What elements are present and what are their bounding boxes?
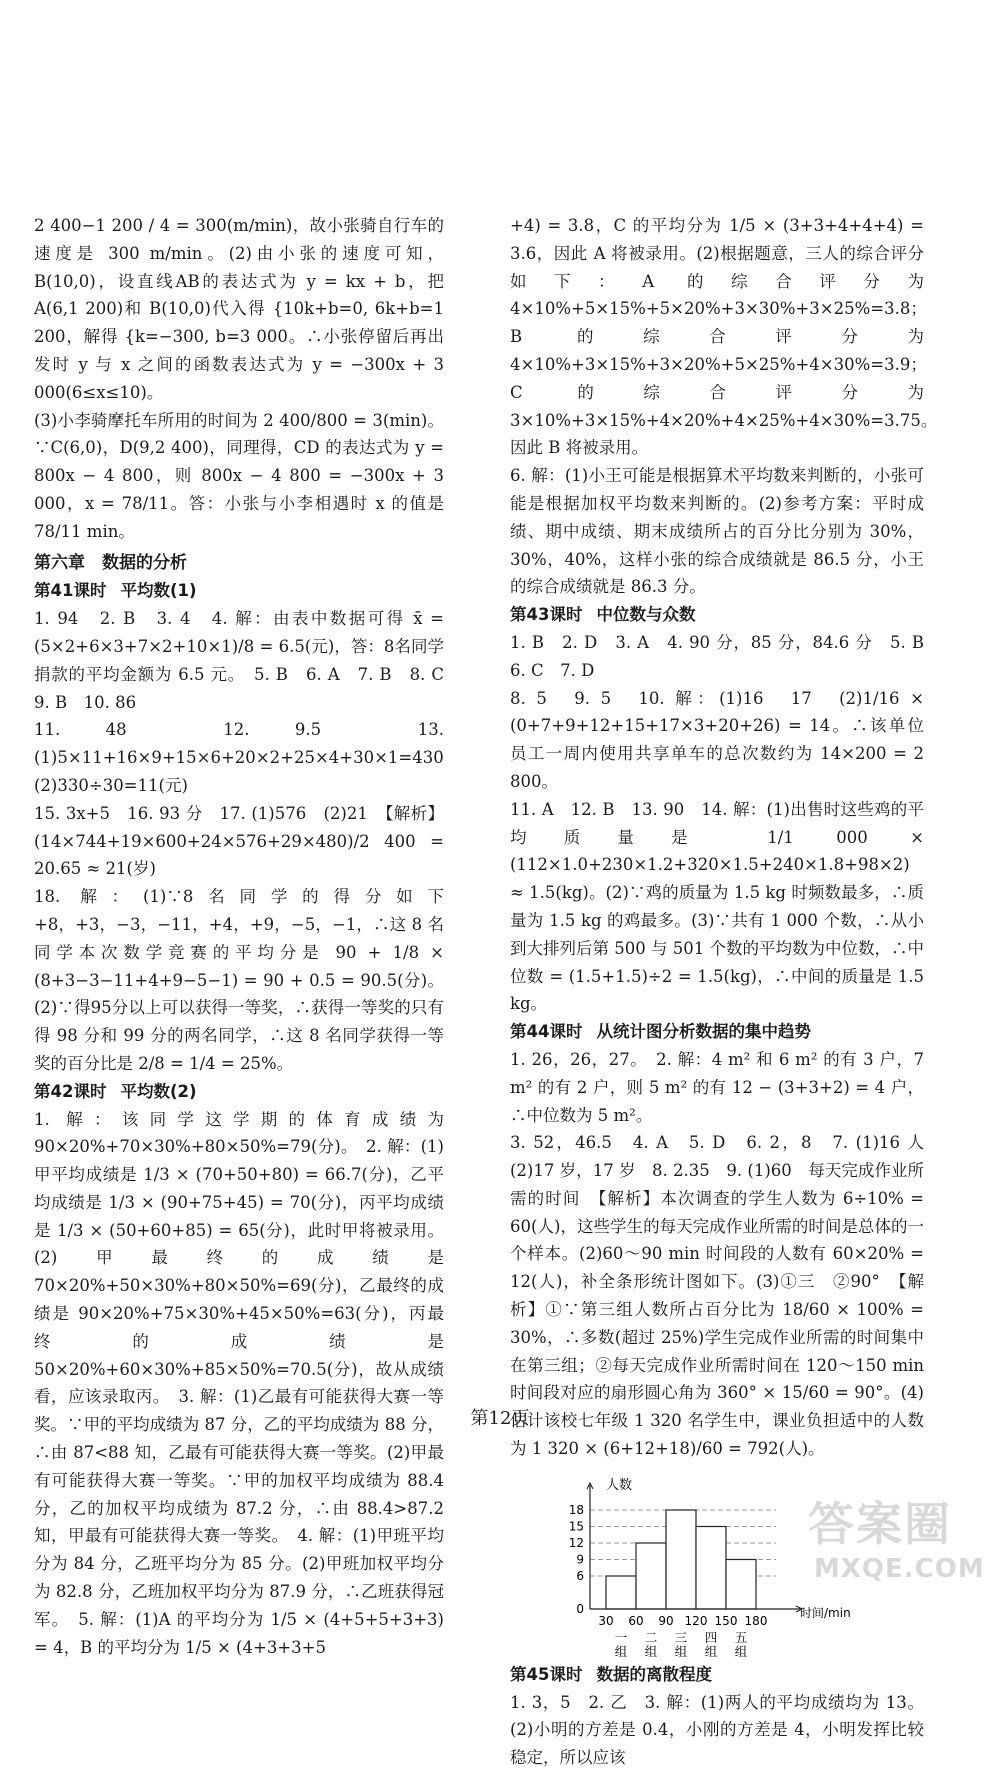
x-tick-label: 150 [714, 1613, 738, 1628]
x-tick-label: 60 [628, 1613, 644, 1628]
answer-paragraph: 11. 48 12. 9.5 13. (1)5×11+16×9+15×6+20×2+25×4+30×1=430 (2)330÷30=11(元) [34, 720, 461, 795]
lesson-number: 第41课时 [34, 581, 107, 601]
answer-paragraph: 18. 解：(1)∵8名同学的得分如下 +8，+3，−3，−11，+4，+9，−5，−1，∴这 8 名同学本次数学竞赛的平均分是 90 + 1/8 × (8+3−3−11+4+9−5−1) = 90 + 0.5 = 90.5(分)。(2)∵得95分以上可以获得一等奖，∴获得一等奖的只有得 98 分和 99 分的两名同学，∴这 8 名同学获得一等奖的百分比是 2/8 = 1/4 = 25%。 [34, 887, 444, 1073]
lesson-number: 第44课时 [510, 1022, 583, 1042]
bar [606, 1576, 636, 1609]
watermark-logo [808, 1488, 988, 1600]
group-label-bottom: 组 [704, 1643, 718, 1657]
y-tick-label: 18 [568, 1502, 584, 1517]
group-label-top: 三 [674, 1629, 688, 1645]
lesson-number: 第43课时 [510, 605, 583, 625]
group-label-bottom: 组 [734, 1643, 748, 1657]
left-column [34, 212, 461, 1661]
x-tick-label: 180 [744, 1613, 768, 1628]
x-tick-label: 30 [598, 1613, 614, 1628]
answer-paragraph: 2 400−1 200 / 4 = 300(m/min)，故小张骑自行车的速度是 300 m/min。(2)由小张的速度可知，B(10,0)，设直线AB的表达式为 y = kx + b，把 A(6,1 200)和 B(10,0)代入得 {10k+b=0, 6k+b=1 200，解得 {k=−300, b=3 000。∴小张停留后再出发时 y 与 x 之间的函数表达式为 y = −300x + 3 000(6≤x≤10)。 [34, 216, 444, 402]
lesson-heading-43 [510, 601, 924, 629]
group-label-bottom: 组 [614, 1643, 628, 1657]
lesson-heading-42 [34, 1078, 444, 1106]
answer-paragraph: 8. 5 9. 5 10. 解：(1)16 17 (2)1/16 × (0+7+9+12+15+17×3+20+26) = 14。∴该单位员工一周内使用共享单车的总次数约为 14×200 = 2 800。 [510, 688, 924, 791]
y-axis-label: 人数 [606, 1477, 633, 1493]
lesson-number: 第42课时 [34, 1081, 107, 1101]
chapter-heading: 第六章 数据的分析 [34, 552, 187, 573]
lesson-title: 平均数(1) [120, 581, 197, 601]
lesson-title: 中位数与众数 [596, 605, 696, 625]
answer-paragraph: 1. B 2. D 3. A 4. 90 分，85 分，84.6 分 5. B 6. C 7. D [510, 632, 941, 680]
answer-paragraph: +4) = 3.8，C 的平均分为 1/5 × (3+3+4+4+4) = 3.6，因此 A 将被录用。(2)根据题意，三人的综合评分如下：A 的综合评分为 4×10%+5×15%+5×20%+3×30%+3×25%=3.8；B 的综合评分为 4×10%+3×15%+3×20%+5×25%+4×30%=3.9；C 的综合评分为 3×10%+3×15%+4×20%+4×25%+4×30%=3.75。因此 B 将被录用。 [510, 216, 938, 458]
group-label-top: 二 [644, 1629, 658, 1645]
answer-paragraph: 11. A 12. B 13. 90 14. 解：(1)出售时这些鸡的平均质量是 1/1 000 × (112×1.0+230×1.2+320×1.5+240×1.8+98×2) ≈ 1.5(kg)。(2)∵鸡的质量为 1.5 kg 时频数最多，∴质量为 1.5 kg 的鸡最多。(3)∵共有 1 000 个数，∴从小到大排列后第 500 与 501 个数的平均数为中位数，∴中位数 = (1.5+1.5)÷2 = 1.5(kg)，∴中间的质量是 1.5 kg。 [510, 799, 924, 1014]
page-number: 第12页 [470, 1408, 530, 1429]
answer-paragraph: 1. 3，5 2. 乙 3. 解：(1)两人的平均成绩均为 13。(2)小明的方差是 0.4，小刚的方差是 4，小明发挥比较稳定，所以应该 [510, 1692, 924, 1768]
lesson-title: 数据的离散程度 [596, 1664, 712, 1684]
bar [636, 1543, 666, 1609]
lesson-heading-45 [510, 1661, 924, 1689]
y-tick-label: 12 [568, 1535, 584, 1550]
answer-paragraph: 15. 3x+5 16. 93 分 17. (1)576 (2)21 【解析】(14×744+19×600+24×576+29×480)/2 400 = 20.65 ≈ 21(岁) [34, 803, 444, 879]
answer-paragraph: (3)小李骑摩托车所用的时间为 2 400/800 = 3(min)。∵C(6,0)，D(9,2 400)，同理得，CD 的表达式为 y = 800x − 4 800，则 800x − 4 800 = −300x + 3 000，x = 78/11。答：小张与小李相遇时 x 的值是 78/11 min。 [34, 410, 444, 541]
group-label-top: 五 [734, 1629, 748, 1645]
lesson-number: 第45课时 [510, 1664, 583, 1684]
y-tick-label: 9 [576, 1552, 584, 1567]
lesson-heading-41 [34, 577, 444, 605]
watermark-url: MXQE.COM [814, 1554, 985, 1584]
lesson-title: 平均数(2) [120, 1081, 197, 1101]
bar [726, 1559, 756, 1609]
answer-paragraph: 1. 94 2. B 3. 4 4. 解：由表中数据可得 x̄ = (5×2+6×3+7×2+10×1)/8 = 6.5(元)，答：8名同学捐款的平均金额为 6.5 元。 5. B 6. A 7. B 8. C 9. B 10. 86 [34, 609, 461, 712]
x-tick-label: 120 [684, 1613, 708, 1628]
bar [696, 1526, 726, 1609]
group-label-top: 一 [614, 1629, 628, 1645]
bar [666, 1510, 696, 1609]
group-label-top: 四 [704, 1629, 718, 1645]
lesson-title: 从统计图分析数据的集中趋势 [596, 1022, 811, 1042]
answer-paragraph: 1. 26，26，27。 2. 解：4 m² 和 6 m² 的有 3 户，7 m² 的有 2 户，则 5 m² 的有 12 − (3+3+2) = 4 户，∴中位数为 5 m²。 [510, 1049, 924, 1125]
group-label-bottom: 组 [674, 1643, 688, 1657]
y-tick-label: 6 [576, 1568, 584, 1583]
y-tick-label: 0 [576, 1601, 584, 1616]
y-tick-label: 15 [568, 1519, 584, 1534]
x-axis-label: 时间/min [800, 1605, 851, 1620]
lesson-heading-44 [510, 1018, 924, 1046]
watermark-text: 答案圈 [808, 1497, 952, 1551]
answer-paragraph: 6. 解：(1)小王可能是根据算术平均数来判断的，小张可能是根据加权平均数来判断的。(2)参考方案：平时成绩、期中成绩、期末成绩所占的百分比分别为 30%，30%，40%，这样小张的综合成绩就是 86.5 分，小王的综合成绩就是 86.3 分。 [510, 466, 924, 597]
answer-paragraph: 3. 52，46.5 4. A 5. D 6. 2，8 7. (1)16 人 (2)17 岁，17 岁 8. 2.35 9. (1)60 每天完成作业所需的时间 【解析】本次调查的学生人数为 6÷10% = 60(人)，这些学生的每天完成作业所需的时间是总体的一个样本。(2)60～90 min 时间段的人数有 60×20% = 12(人)，补全条形统计图如下。(3)①三 ②90° 【解析】①∵第三组人数所占百分比为 18/60 × 100% = 30%，∴多数(超过 25%)学生完成作业所需的时间集中在第三组；②每天完成作业所需时间在 120～150 min 时间段对应的扇形圆心角为 360° × 15/60 = 90°。(4)估计该校七年级 1 320 名学生中，课业负担适中的人数为 1 320 × (6+12+18)/60 = 792(人)。 [510, 1133, 941, 1459]
group-label-bottom: 组 [644, 1643, 658, 1657]
x-tick-label: 90 [658, 1613, 674, 1628]
answer-paragraph: 1. 解：该同学这学期的体育成绩为 90×20%+70×30%+80×50%=79(分)。 2. 解：(1)甲平均成绩是 1/3 × (70+50+80) = 66.7(分)，乙平均成绩是 1/3 × (90+75+45) = 70(分)，丙平均成绩是 1/3 × (50+60+85) = 65(分)，此时甲将被录用。(2)甲最终的成绩是 70×20%+50×30%+80×50%=69(分)，乙最终的成绩是 90×20%+75×30%+45×50%=63(分)，丙最终的成绩是 50×20%+60×30%+85×50%=70.5(分)，故从成绩看，应该录取丙。 3. 解：(1)乙最有可能获得大赛一等奖。∵甲的平均成绩为 87 分，乙的平均成绩为 88 分，∴由 87<88 知，乙最有可能获得大赛一等奖。(2)甲最有可能获得大赛一等奖。∵甲的加权平均成绩为 88.4 分，乙的加权平均成绩为 87.2 分，∴由 88.4>87.2 知，甲最有可能获得大赛一等奖。 4. 解：(1)甲班平均分为 84 分，乙班平均分为 85 分。(2)甲班加权平均分为 82.8 分，乙班加权平均分为 87.9 分，∴乙班获得冠军。 5. 解：(1)A 的平均分为 1/5 × (4+5+5+3+3) = 4，B 的平均分为 1/5 × (4+3+3+5 [34, 1109, 444, 1657]
